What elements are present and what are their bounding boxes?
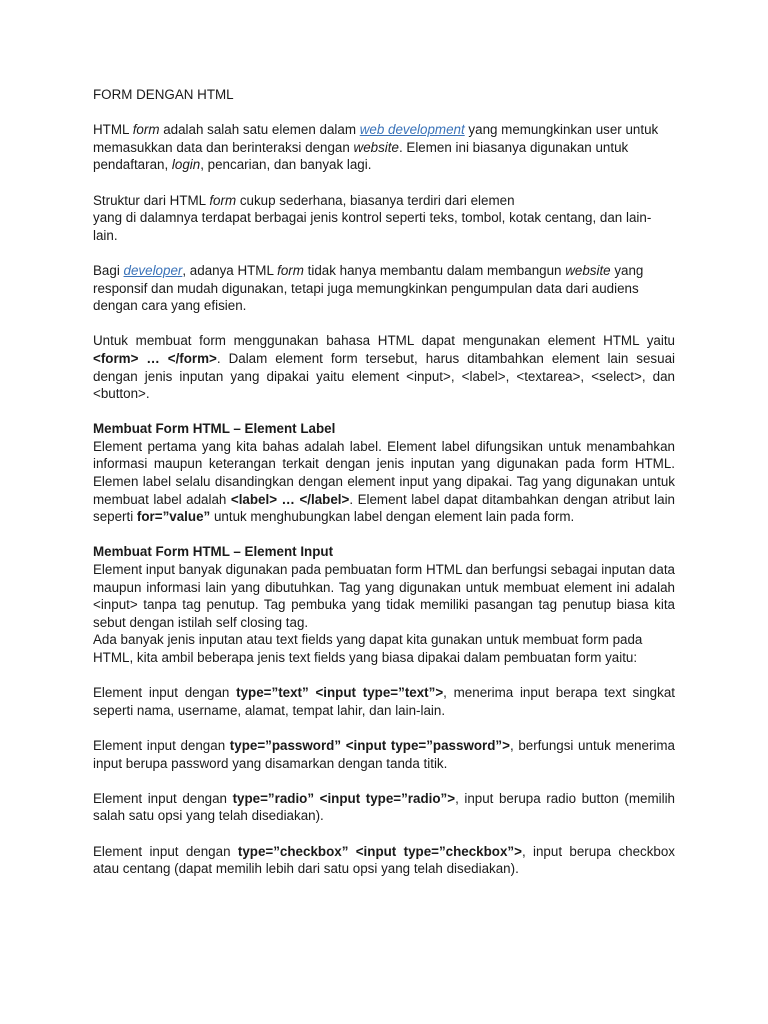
paragraph-form-element: Untuk membuat form menggunakan bahasa HTML dapat mengunakan element HTML yaitu <form> … </form>. Dalam element form tersebut, harus ditambahkan element lain sesuai dengan jenis inputan yang dipakai yaitu element <input>, <label>, <textarea>, <select>, dan <button>. [93,333,675,402]
document-title: FORM DENGAN HTML [93,87,234,102]
paragraph-element-label: Element pertama yang kita bahas adalah label. Element label difungsikan untuk menambahkan informasi maupun keterangan terkait dengan jenis inputan yang digunakan pada form HTML. Elemen label selalu disandingkan dengan element input yang dipakai. Tag yang digunakan untuk membuat label adalah <label> … </label>. Element label dapat ditambahkan dengan atribut lain seperti for=”value” untuk menghubungkan label dengan element lain pada form. [93,438,675,525]
heading-element-label: Membuat Form HTML – Element Label [93,421,336,437]
list-item-checkbox: Element input dengan type=”checkbox” <input type=”checkbox”>, input berupa checkbox atau centang (dapat memilih lebih dari satu opsi yang telah disediakan). [93,843,675,877]
developer-link[interactable]: developer [123,262,183,278]
list-item-password: Element input dengan type=”password” <input type=”password”>, berfungsi untuk menerima input berupa password yang disamarkan dengan tanda titik. [93,737,675,771]
heading-element-input: Membuat Form HTML – Element Input [93,544,334,560]
document-body [93,86,675,878]
paragraph-text-fields: Ada banyak jenis inputan atau text fields yang dapat kita gunakan untuk membuat form pada HTML, kita ambil beberapa jenis text fields yang biasa dipakai dalam pembuatan form yaitu: [93,632,643,665]
web-development-link[interactable]: web development [359,122,465,138]
paragraph-developer: Bagi developer, adanya HTML form tidak hanya membantu dalam membangun website yang responsif dan mudah digunakan, tetapi juga memungkinkan pengumpulan data dari audiens dengan cara yang efisien. [93,262,644,314]
paragraph-structure: Struktur dari HTML form cukup sederhana, biasanya terdiri dari elemen yang di dalamnya terdapat berbagai jenis kontrol seperti teks, tombol, kotak centang, dan lain-lain. [93,192,652,243]
paragraph-intro: HTML form adalah salah satu elemen dalam web development yang memungkinkan user untuk memasukkan data dan berinteraksi dengan website. Elemen ini biasanya digunakan untuk pendaftaran, login, pencarian, dan banyak lagi. [93,122,659,173]
list-item-radio: Element input dengan type=”radio” <input type=”radio”>, input berupa radio button (memilih salah satu opsi yang telah disediakan). [93,790,675,824]
paragraph-element-input: Element input banyak digunakan pada pembuatan form HTML dan berfungsi sebagai inputan data maupun informasi lain yang dibutuhkan. Tag yang digunakan untuk membuat element ini adalah <input> tanpa tag penutup. Tag pembuka yang tidak memiliki pasangan tag penutup biasa kita sebut dengan istilah self closing tag. [93,562,675,630]
list-item-text: Element input dengan type=”text” <input type=”text”>, menerima input berapa text singkat seperti nama, username, alamat, tempat lahir, dan lain-lain. [93,685,675,718]
